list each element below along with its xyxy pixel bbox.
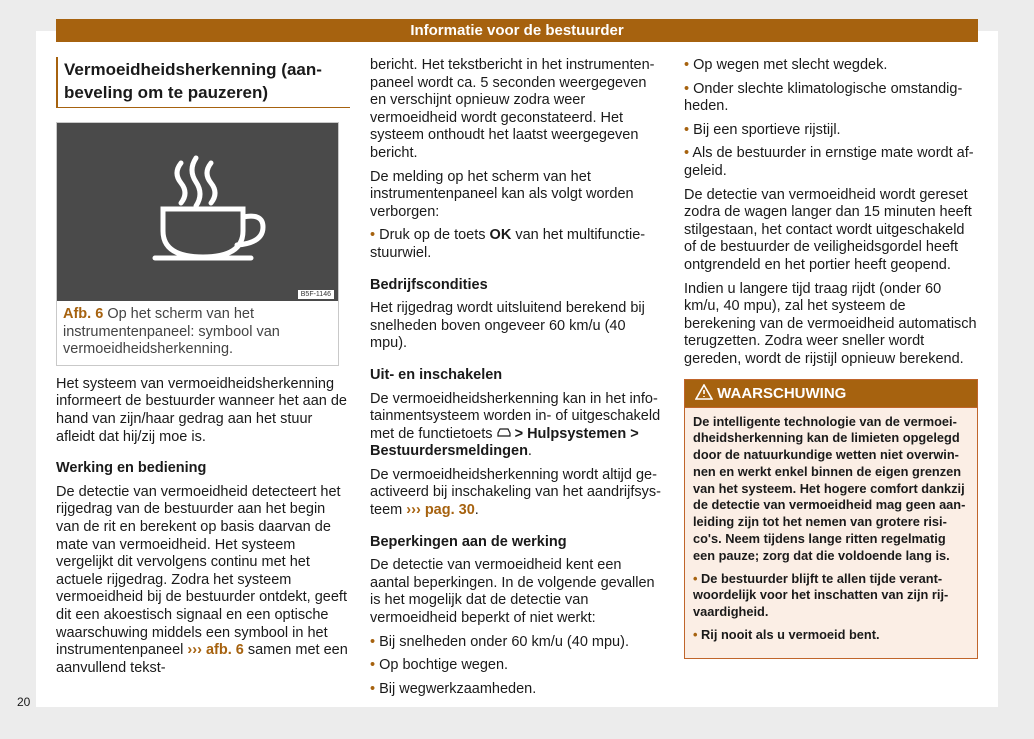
section-title: Vermoeidheidsherkenning (aanbeveling om te pauzeren) [56, 57, 350, 108]
bullet-icon: • [684, 121, 690, 138]
switch-paragraph [370, 391, 662, 461]
list-item [370, 634, 662, 652]
column-3 [684, 57, 978, 659]
limit-item: Bij snelheden onder 60 km/u (40 mpu). [379, 633, 629, 650]
limit-item: Bij wegwerkzaamheden. [379, 680, 537, 697]
warning-header [685, 380, 977, 408]
limit-item: Op bochtige wegen. [379, 657, 509, 674]
bullet-icon: • [684, 80, 690, 97]
bullet-icon: • [684, 145, 690, 162]
limit-item: Bij een sportieve rijstijl. [693, 121, 841, 138]
column-2 [370, 57, 662, 704]
activated-paragraph [370, 467, 662, 520]
limit-item: Onder slechte klimatologische omstandigheden. [684, 80, 963, 115]
list-item [370, 681, 662, 699]
list-item [684, 57, 978, 75]
warning-item: De bestuurder blijft te allen tijde verantwoordelijk voor het inschatten van zijn rijvaardigheid. [693, 570, 949, 620]
switch-end: . [527, 443, 532, 460]
figure-caption-text: Op het scherm van het instrumentenpaneel: symbool van vermoeidheidsherkenning. [63, 306, 280, 358]
list-item [693, 627, 969, 644]
figure-image [57, 123, 338, 301]
column-1 [56, 57, 350, 683]
figure-code: B5F-1146 [298, 290, 334, 299]
bullet-icon: • [370, 227, 376, 244]
bullet-icon: • [684, 57, 690, 73]
slow-paragraph: Indien u langere tijd traag rijdt (onder 60 km/u, 40 mpu), zal het systeem de berekening van de vermoeidheid automatisch terugzetten. Zodra weer sneller wordt gereden, wordt de rijstijl opnieuw berekend. [684, 280, 977, 367]
conditions-paragraph: Het rijgedrag wordt uitsluitend berekend bij snelheden boven ongeveer 60 km/u (40 mpu). [370, 300, 645, 352]
bullet-icon: • [370, 680, 376, 697]
bullet-ok-post: van het multifunctiestuurwiel. [370, 227, 646, 261]
reset-paragraph: De detectie van vermoeidheid wordt gereset zodra de wagen langer dan 15 minuten heeft stilgestaan, het contact wordt uitgeschakeld of de bestuurder de veiligheidsgordel heeft ontgrendeld en het portier heeft geopend. [684, 186, 972, 273]
list-item [684, 122, 978, 140]
coffee-cup-icon [57, 123, 338, 301]
warning-body [685, 408, 977, 658]
limits-paragraph: De detectie van vermoeidheid kent een aantal beperkingen. In de volgende gevallen is het mogelijk dat de detectie van vermoeidheid beperkt of niet werkt: [370, 557, 655, 627]
operation-text: De detectie van vermoeidheid detecteert het rijgedrag van de bestuurder aan het begin van de rit en berekent op basis daarvan de mate van vermoeidheid. Het systeem vergelijkt dit vervolgens continu met het actuele rijgedrag. Zodra het systeem vermoeidheid bij de bestuurder ontdekt, geeft dit een akoestisch signaal en een optische waarschuwing middels een symbool in het instrumentenpaneel [56, 483, 347, 659]
activated-text: De vermoeidheidsherkenning wordt altijd geactiveerd bij inschakeling van het aandrijfsysteem [370, 466, 661, 519]
page-30-link[interactable]: pag. 30 [424, 502, 475, 519]
link-arrows: ››› [187, 642, 202, 659]
list-item [684, 81, 978, 116]
warning-item: Rij nooit als u vermoeid bent. [701, 627, 880, 643]
switch-text: De vermoeidheidsherkenning kan in het infotainmentsysteem worden in- of uitgeschakeld met de functietoets [370, 390, 661, 442]
subhead-switch: Uit- en inschakelen [370, 366, 503, 383]
figure-6-link[interactable]: afb. 6 [205, 642, 244, 659]
car-menu-icon [497, 427, 511, 438]
warning-triangle-icon [695, 384, 713, 400]
limit-item: Als de bestuurder in ernstige mate wordt afgeleid. [684, 145, 974, 179]
warning-text: De intelligente technologie van de vermoeidheidsherkenning kan de limieten opgelegd door de natuurkundige wetten niet overwinnen en werkt enkel binnen de eigen grenzen van het systeem. Het hogere comfort dankzij de detectie van vermoeidheid mag geen aanleiding zijn tot het nemen van grotere risico's. Neem tijdens lange ritten regelmatig een pauze; zorg dat die voldoende lang is. [693, 413, 966, 563]
bullet-ok-pre: Druk op de toets [379, 227, 486, 244]
warning-box [684, 379, 978, 659]
subhead-operation: Werking en bediening [56, 460, 207, 477]
figure-label: Afb. 6 [63, 306, 104, 322]
list-item [370, 227, 662, 262]
list-item [693, 571, 969, 621]
subhead-conditions: Bedrijfscondities [370, 276, 488, 293]
chapter-header: Informatie voor de bestuurder [56, 19, 978, 42]
figure-6 [56, 122, 339, 366]
continuation-paragraph: bericht. Het tekstbericht in het instrumentenpaneel wordt ca. 5 seconden weergegeven en verschijnt opnieuw zodra weer vermoeidheid wordt geconstateerd. Het systeem onthoudt het laatst weergegeven bericht. [370, 57, 655, 161]
list-item [684, 145, 978, 180]
bullet-icon: • [370, 633, 376, 650]
ok-key-icon: OK [489, 227, 512, 244]
intro-paragraph: Het systeem van vermoeidheidsherkenning informeert de bestuurder wanneer het aan de hand van zijn/haar gedrag aan het stuur afleidt dat hij/zij moe is. [56, 375, 347, 445]
link-arrows: ››› [406, 502, 421, 519]
hide-paragraph: De melding op het scherm van het instrumentenpaneel kan als volgt worden verborgen: [370, 168, 634, 220]
subhead-limits: Beperkingen aan de werking [370, 533, 567, 550]
bullet-icon: • [693, 627, 698, 643]
limit-item: Op wegen met slecht wegdek. [693, 57, 888, 73]
bullet-icon: • [370, 657, 376, 674]
activated-end: . [474, 502, 479, 519]
bullet-icon: • [693, 570, 698, 586]
page-number: 20 [17, 695, 31, 709]
switch-menu-path: > Hulpsystemen > Bestuurdersmeldingen [370, 425, 639, 460]
figure-caption [57, 301, 338, 359]
operation-paragraph [56, 484, 350, 678]
operation-tail: samen met een aanvullend tekst- [56, 642, 348, 676]
warning-title: WAARSCHUWING [717, 384, 847, 402]
list-item [370, 657, 662, 675]
